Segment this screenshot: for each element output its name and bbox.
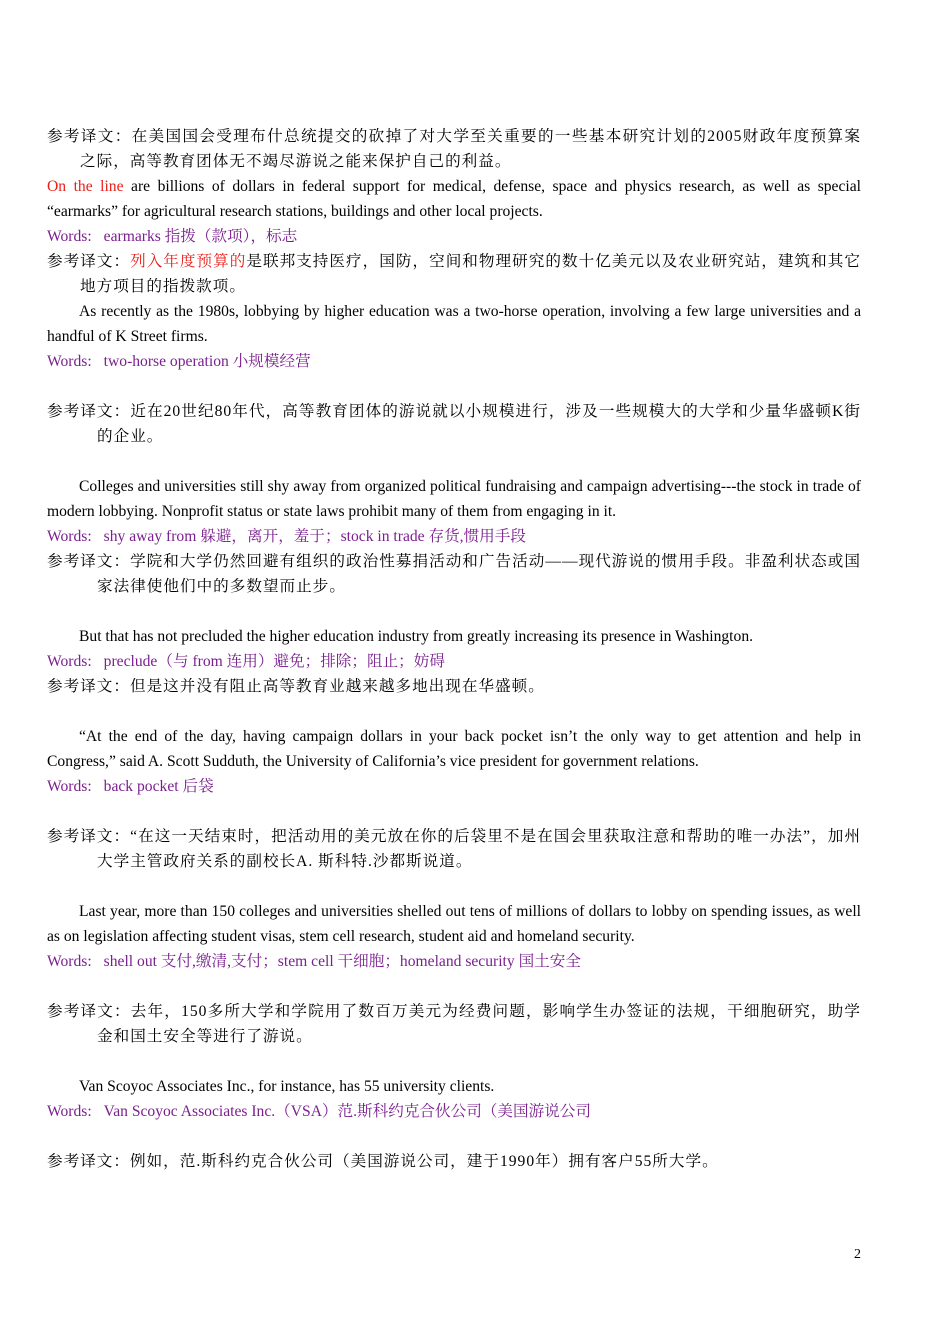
vocabulary-line [47,1099,861,1124]
translation-paragraph [47,399,861,449]
translation-text: “在这一天结束时，把活动用的美元放在你的后袋里不是在国会里获取注意和帮助的唯一办法”，加州大学主管政府关系的副校长A. 斯科特.沙都斯说道。 [97,828,861,870]
english-paragraph: Last year, more than 150 colleges and universities shelled out tens of millions of dollars to lobby on spending issues, as well as on legislation affecting student visas, stem cell research, student aid and homeland security. [47,903,861,945]
translation-label: 参考译文： [47,1153,130,1170]
words-label: Words: [47,1103,92,1120]
words-label: Words: [47,353,92,370]
words-text: earmarks 指拨（款项），标志 [103,228,298,245]
translation-label: 参考译文： [47,553,131,570]
words-text: preclude（与 from 连用）避免；排除；阻止；妨碍 [103,653,445,670]
translation-text: 在美国国会受理布什总统提交的砍掉了对大学至关重要的一些基本研究计划的2005财政年度预算案之际，高等教育团体无不竭尽游说之能来保护自己的利益。 [80,128,861,170]
spacer [47,449,861,474]
paragraph-text: are billions of dollars in federal support for medical, defense, space and physics research, as well as special “earmarks” for agricultural research stations, buildings and other local projects. [47,178,861,220]
words-text: shy away from 躲避，离开，羞于；stock in trade 存货,惯用手段 [103,528,526,545]
translation-label: 参考译文： [47,1003,131,1020]
words-label: Words: [47,953,92,970]
words-label: Words: [47,228,92,245]
translation-paragraph [47,674,861,699]
words-label: Words: [47,528,92,545]
page-number: 2 [854,1247,861,1262]
english-paragraph: As recently as the 1980s, lobbying by higher education was a two-horse operation, involving a few large universities and a handful of K Street firms. [47,303,861,345]
translation-paragraph [47,824,861,874]
spacer [47,799,861,824]
translation-text: 学院和大学仍然回避有组织的政治性募捐活动和广告活动——现代游说的惯用手段。非盈利状态或国家法律使他们中的多数望而止步。 [97,553,861,595]
translation-label: 参考译文： [47,403,131,420]
vocabulary-line [47,349,861,374]
words-label: Words: [47,778,92,795]
english-paragraph: But that has not precluded the higher education industry from greatly increasing its presence in Washington. [79,628,754,645]
translation-paragraph [47,249,861,299]
spacer [47,374,861,399]
translation-paragraph [47,1149,861,1174]
translation-paragraph [47,999,861,1049]
spacer [47,874,861,899]
translation-text: 例如，范.斯科约克合伙公司（美国游说公司，建于1990年）拥有客户55所大学。 [129,1153,719,1170]
translation-paragraph [47,124,861,174]
spacer [47,1124,861,1149]
english-paragraph [47,174,861,224]
words-label: Words: [47,653,92,670]
english-paragraph: “At the end of the day, having campaign dollars in your back pocket isn’t the only way to get attention and help in Congress,” said A. Scott Sudduth, the University of California’s vice president for government relations. [47,728,861,770]
translation-label: 参考译文： [47,828,131,845]
vocabulary-line [47,949,861,974]
translation-label: 参考译文： [47,253,131,270]
translation-text: 去年，150多所大学和学院用了数百万美元为经费问题，影响学生办签证的法规，干细胞研究，助学金和国土安全等进行了游说。 [97,1003,861,1045]
highlighted-phrase: 列入年度预算的 [130,253,247,270]
translation-text: 近在20世纪80年代，高等教育团体的游说就以小规模进行，涉及一些规模大的大学和少量华盛顿K街的企业。 [97,403,861,445]
spacer [47,699,861,724]
translation-label: 参考译文： [47,678,130,695]
words-text: Van Scoyoc Associates Inc.（VSA）范.斯科约克合伙公司（美国游说公司 [103,1103,591,1120]
translation-paragraph [47,549,861,599]
vocabulary-line [47,524,861,549]
vocabulary-line [47,774,861,799]
document-body [47,124,861,1174]
spacer [47,1049,861,1074]
translation-label: 参考译文： [47,128,132,145]
spacer [47,599,861,624]
english-paragraph: Colleges and universities still shy away from organized political fundraising and campaign advertising---the stock in trade of modern lobbying. Nonprofit status or state laws prohibit many of them from engaging in it. [47,478,861,520]
translation-text: 但是这并没有阻止高等教育业越来越多地出现在华盛顿。 [129,678,545,695]
words-text: two-horse operation 小规模经营 [103,353,311,370]
english-paragraph: Van Scoyoc Associates Inc., for instance, has 55 university clients. [79,1078,495,1095]
highlighted-phrase: On the line [47,178,124,195]
vocabulary-line [47,224,861,249]
vocabulary-line [47,649,861,674]
translation-text: 是联邦支持医疗，国防，空间和物理研究的数十亿美元以及农业研究站，建筑和其它地方项目的指拨款项。 [80,253,861,295]
words-text: shell out 支付,缴清,支付；stem cell 干细胞；homeland security 国土安全 [103,953,581,970]
words-text: back pocket 后袋 [103,778,214,795]
spacer [47,974,861,999]
